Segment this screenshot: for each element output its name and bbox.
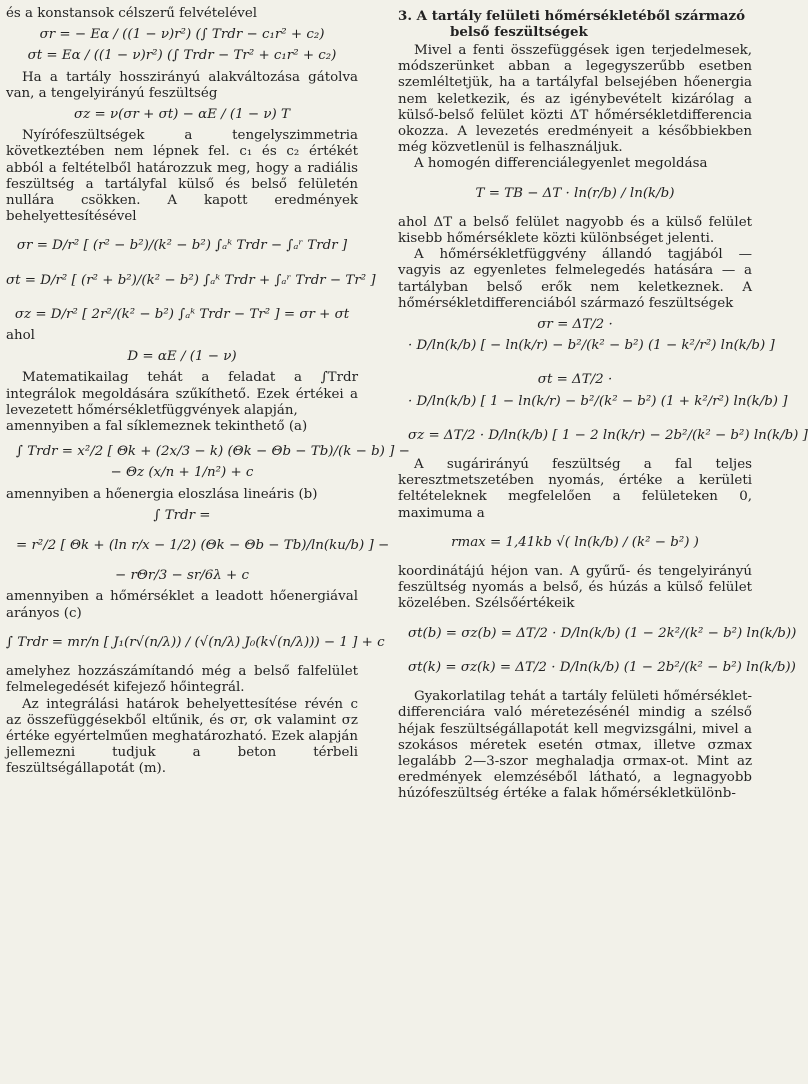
paragraph: amennyiben a hőenergia eloszlása lineáris (b): [6, 486, 318, 502]
section-heading: [398, 8, 752, 40]
equation-T: T = TB − ΔT · ln(r/b) / ln(k/b): [475, 185, 675, 201]
equation-sigma-z-integral: σz = D/r² [ 2r²/(k² − b²) ∫ₐᵏ Trdr − Tr² ] = σr + σt: [14, 306, 350, 322]
paragraph: és a konstansok célszerű felvételével: [6, 6, 258, 21]
equation-sigma-r-body: · D/ln(k/b) [ − ln(k/r) − b²/(k² − b²) (1 − k²/r²) ln(k/b) ]: [408, 338, 775, 354]
equation-integral-a-2: − Θz (x/n + 1/n²) + c: [110, 465, 254, 481]
paragraph: Nyírófeszültségek a tengelyszimmetria következtében nem lépnek fel. c₁ és c₂ értékét abból a feltételből határozzuk meg, hogy a radiális feszültség a tartályfal külső és belső felületén nullára csökken. A kapott eredmények behelyettesítésével: [6, 128, 358, 225]
equation-sigma-r-integral: σr = D/r² [ (r² − b²)/(k² − b²) ∫ₐᵏ Trdr − ∫ₐʳ Trdr ]: [16, 238, 348, 254]
paragraph: koordinátájú héjon van. A gyűrű- és tengelyirányú feszültség nyomás a belső, és húzás a külső felület közelében. Szélsőértékeik: [398, 564, 752, 612]
equation-integral-a-1: ∫ Trdr = x²/2 [ Θk + (2x/3 − k) (Θk − Θb − Tb)/(k − b) ] −: [16, 444, 410, 460]
paragraph: Mivel a fenti összefüggések igen terjedelmesek, módszerünket abban a legegyszerűbb esetben szemléltetjük, ha a tartályfal belsejében hőenergia nem keletkezik, és az igénybevételt kizárólag a külső-belső felület közti ΔT hőmérsékletdifferencia okozza. A levezetés eredményeit a későbbiekben még közvetlenül is felhasználjuk.: [398, 43, 752, 156]
paragraph: Matematikailag tehát a feladat a ∫Trdr integrálok megoldására szűkíthető. Ezek értékei a levezetett hőmérsékletfüggvények alapján,: [6, 370, 358, 418]
section-title-line-1: A tartály felületi hőmérsékletéből származó: [416, 8, 746, 24]
paragraph: Az integrálási határok behelyettesítése révén c az összefüggésekből eltűnik, és σr, σk valamint σz értéke egyértelműen meghatározható. Ezek alapján jellemezni tudjuk a beton térbeli feszültségállapotát (m).: [6, 696, 358, 777]
paragraph-ahol: ahol: [6, 328, 35, 344]
equation-sigma-t-k: σt(k) = σz(k) = ΔT/2 · D/ln(k/b) (1 − 2b²/(k² − b²) ln(k/b)): [408, 659, 796, 675]
equation-sigma-t-b: σt(b) = σz(b) = ΔT/2 · D/ln(k/b) (1 − 2k²/(k² − b²) ln(k/b)): [408, 625, 797, 641]
equation-sigma-t-body: · D/ln(k/b) [ 1 − ln(k/r) − b²/(k² − b²) (1 + k²/r²) ln(k/b) ]: [408, 393, 788, 409]
paragraph: Ha a tartály hosszirányú alakváltozása gátolva van, a tengelyirányú feszültség: [6, 69, 358, 101]
equation-sigma-z: σz = ν(σr + σt) − αE / (1 − ν) T: [74, 107, 290, 123]
paragraph: ahol ΔT a belső felület nagyobb és a külső felület kisebb hőmérséklete közti különbséget jelenti.: [398, 214, 752, 247]
right-column: [398, 6, 808, 803]
paragraph: A sugárirányú feszültség a fal teljes keresztmetszetében nyomás, értéke a kerületi feltételeknek megfelelően a felületeken 0, maximuma a: [398, 457, 752, 521]
paragraph: amennyiben a hőmérséklet a leadott hőenergiával arányos (c): [6, 589, 358, 621]
section-number: 3.: [398, 8, 412, 24]
equation-integral-b-1: ∫ Trdr =: [153, 507, 211, 523]
paragraph: A homogén differenciálegyenlet megoldása: [414, 156, 708, 172]
equation-sigma-t: σt = Eα / ((1 − ν)r²) (∫ Trdr − Tr² + c₁r² + c₂): [27, 48, 337, 64]
equation-sigma-r-head: σr = ΔT/2 ·: [537, 317, 613, 333]
paragraph: amelyhez hozzászámítandó még a belső falfelület felmelegedését kifejező hőintegrál.: [6, 664, 358, 696]
section-title-line-2: belső feszültségek: [450, 24, 588, 40]
equation-integral-c: ∫ Trdr = mr/n [ J₁(r√(n/λ)) / (√(n/λ) J₀(k√(n/λ))) − 1 ] + c: [6, 634, 385, 650]
equation-sigma-t-integral: σt = D/r² [ (r² + b²)/(k² − b²) ∫ₐᵏ Trdr + ∫ₐʳ Trdr − Tr² ]: [6, 272, 376, 288]
equation-sigma-r: σr = − Eα / ((1 − ν)r²) (∫ Trdr − c₁r² + c₂): [39, 27, 325, 43]
equation-integral-b-3: − rΘr/3 − sr/6λ + c: [114, 568, 250, 584]
paragraph: amennyiben a fal síklemeznek tekinthető (a): [6, 419, 308, 435]
equation-D: D = αE / (1 − ν): [127, 349, 237, 365]
equation-sigma-t-head: σt = ΔT/2 ·: [537, 372, 613, 388]
equation-r-max: rmax = 1,41kb √( ln(k/b) / (k² − b²) ): [451, 534, 699, 550]
paragraph: A hőmérsékletfüggvény állandó tagjából — vagyis az egyenletes felmelegedés hatására — a tartályban belső erők nem keletkeznek. A hőmérsékletdifferenciából származó feszültségek: [398, 247, 752, 311]
paragraph: Gyakorlatilag tehát a tartály felületi hőmérséklet-differenciára való méretezésénél mindig a szélső héjak feszültségállapotát kell megvizsgálni, mivel a szokásos méretek esetén σtmax, illetve σzmax legalább 2—3-szor meghaladja σrmax-ot. Mint az eredmények elemzéséből látható, a legnagyobb húzófeszültség értéke a falak hőmérsékletkülönb-: [398, 689, 752, 802]
equation-integral-b-2: = r²/2 [ Θk + (ln r/x − 1/2) (Θk − Θb − Tb)/ln(ku/b) ] −: [16, 538, 390, 554]
left-column: [6, 6, 410, 778]
equation-sigma-z: σz = ΔT/2 · D/ln(k/b) [ 1 − 2 ln(k/r) − 2b²/(k² − b²) ln(k/b) ]: [408, 427, 808, 443]
